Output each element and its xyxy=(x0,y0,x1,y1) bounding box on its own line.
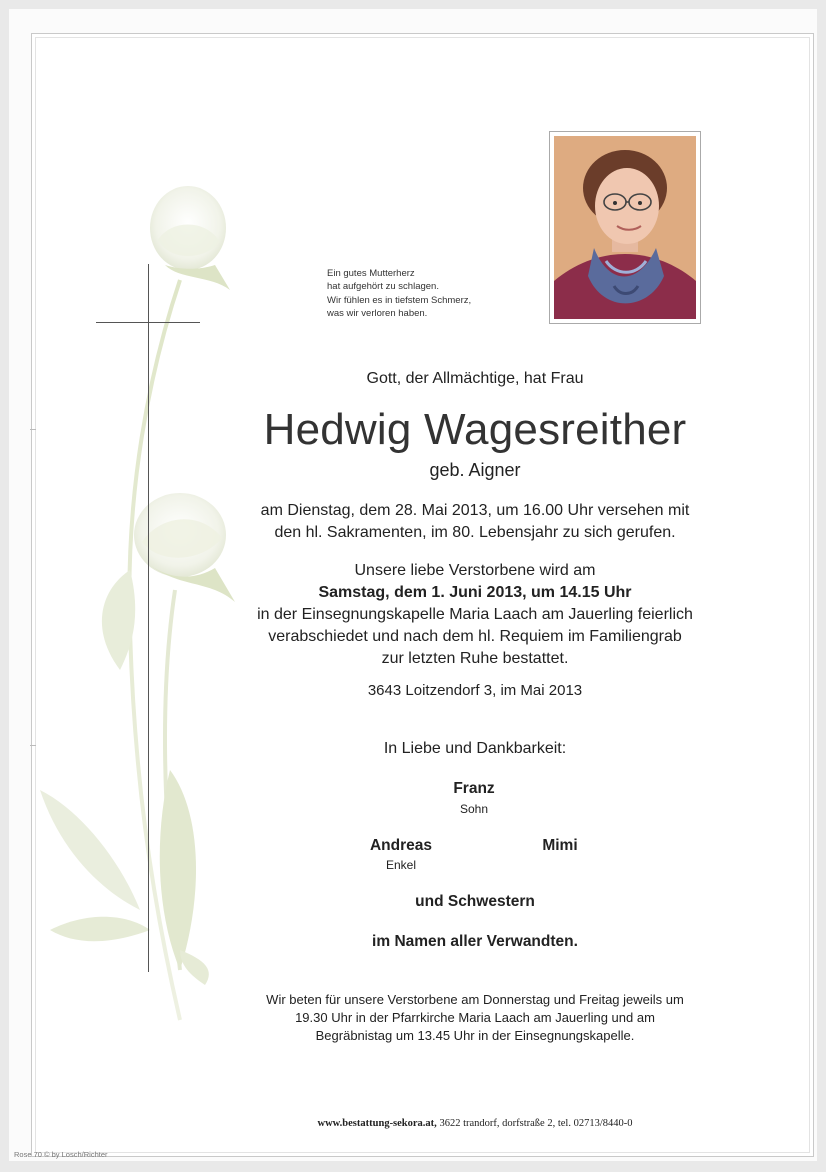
funeral-date: Samstag, dem 1. Juni 2013, um 14.15 Uhr xyxy=(318,584,632,601)
death-line: den hl. Sakramenten, im 80. Lebensjahr zu sich gerufen. xyxy=(274,524,676,541)
deceased-name: Hedwig Wagesreither xyxy=(263,405,687,454)
prayer-line: Wir beten für unsere Verstorbene am Donnerstag und Freitag jeweils um xyxy=(266,992,684,1007)
mourners-intro: In Liebe und Dankbarkeit: xyxy=(383,740,567,757)
funeral-line: zur letzten Ruhe bestattet. xyxy=(381,650,569,667)
mourner-name: Andreas xyxy=(369,837,433,854)
design-credit: Rose 70 © by Losch/Richter xyxy=(14,1150,108,1159)
poem xyxy=(327,267,537,321)
relatives-line: im Namen aller Verwandten. xyxy=(372,933,578,950)
funeral-home-address: 3622 trandorf, dorfstraße 2, tel. 02713/8440-0 xyxy=(436,1118,633,1129)
funeral-home-footer xyxy=(200,1118,750,1129)
funeral-home-website[interactable]: www.bestattung-sekora.at, xyxy=(317,1118,437,1129)
cross-icon-bar xyxy=(96,322,200,323)
poem-line: hat aufgehört zu schlagen. xyxy=(327,281,439,293)
poem-line: Ein gutes Mutterherz xyxy=(327,268,415,279)
prayer-paragraph xyxy=(235,991,715,1045)
intro-line: Gott, der Allmächtige, hat Frau xyxy=(366,370,584,387)
mourner-name: Mimi xyxy=(542,837,578,854)
funeral-line: verabschiedet und nach dem hl. Requiem im Familiengrab xyxy=(268,628,682,645)
funeral-line: Unsere liebe Verstorbene wird am xyxy=(354,562,596,579)
funeral-line: in der Einsegnungskapelle Maria Laach am Jauerling feierlich xyxy=(257,606,693,623)
poem-line: was wir verloren haben. xyxy=(327,308,428,320)
mourner-name: Franz xyxy=(453,780,495,797)
prayer-line: Begräbnistag um 13.45 Uhr in der Einsegnungskapelle. xyxy=(315,1028,635,1043)
portrait-photo xyxy=(554,136,696,319)
siblings-line: und Schwestern xyxy=(415,893,535,910)
maiden-name: geb. Aigner xyxy=(429,460,521,480)
cross-icon xyxy=(148,264,149,972)
poem-line: Wir fühlen es in tiefstem Schmerz, xyxy=(327,294,472,306)
mourner-relation: Sohn xyxy=(459,802,489,816)
prayer-line: 19.30 Uhr in der Pfarrkirche Maria Laach am Jauerling und am xyxy=(295,1010,655,1025)
death-line: am Dienstag, dem 28. Mai 2013, um 16.00 Uhr versehen mit xyxy=(260,502,690,519)
portrait-frame xyxy=(549,131,701,324)
funeral-paragraph xyxy=(200,560,750,670)
place-date: 3643 Loitzendorf 3, im Mai 2013 xyxy=(367,682,583,699)
mourner-relation: Enkel xyxy=(385,858,417,872)
death-paragraph xyxy=(200,500,750,544)
